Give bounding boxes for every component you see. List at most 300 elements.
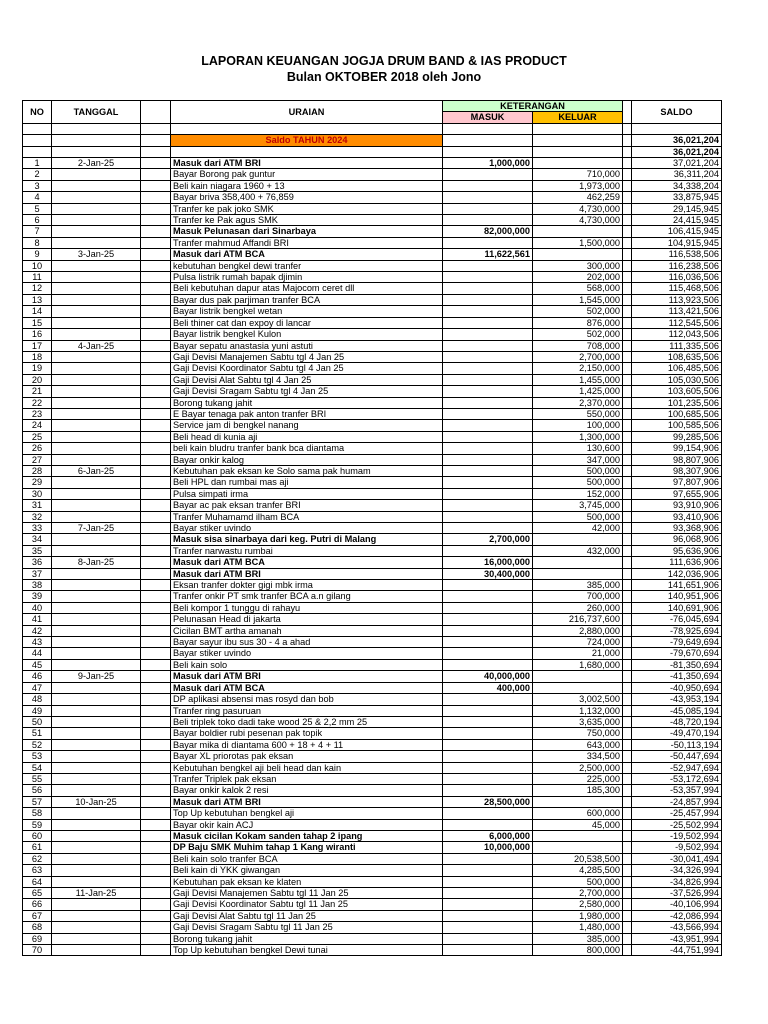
row-spacer2 — [623, 694, 632, 705]
row-date — [52, 545, 141, 556]
row-balance: 100,685,506 — [632, 408, 722, 419]
row-description: Masuk cicilan Kokam sanden tahap 2 ipang — [171, 830, 443, 841]
row-in — [443, 180, 533, 191]
row-spacer — [141, 306, 171, 317]
row-description: Bayar ac pak eksan tranfer BRI — [171, 500, 443, 511]
row-spacer2 — [623, 671, 632, 682]
row-description: Gaji Devisi Koordinator Sabtu tgl 11 Jan 25 — [171, 899, 443, 910]
row-spacer2 — [623, 237, 632, 248]
row-description: Bayar XL priorotas pak eksan — [171, 751, 443, 762]
row-in — [443, 272, 533, 283]
row-spacer — [141, 830, 171, 841]
table-row — [23, 808, 722, 819]
row-in — [443, 625, 533, 636]
row-description: Masuk dari ATM BRI — [171, 158, 443, 169]
table-row — [23, 785, 722, 796]
row-date — [52, 648, 141, 659]
table-row — [23, 500, 722, 511]
table-row — [23, 283, 722, 294]
row-out: 42,000 — [533, 523, 623, 534]
row-no: 25 — [23, 431, 52, 442]
row-no: 11 — [23, 272, 52, 283]
row-spacer — [141, 773, 171, 784]
table-row — [23, 431, 722, 442]
row-date — [52, 739, 141, 750]
row-no: 52 — [23, 739, 52, 750]
row-description: Tranfer ke pak joko SMK — [171, 203, 443, 214]
row-spacer2 — [623, 523, 632, 534]
row-spacer2 — [623, 169, 632, 180]
row-date — [52, 945, 141, 956]
row-out: 130,600 — [533, 443, 623, 454]
row-date — [52, 534, 141, 545]
row-balance: -48,720,194 — [632, 716, 722, 727]
row-in: 2,700,000 — [443, 534, 533, 545]
row-balance: 101,235,506 — [632, 397, 722, 408]
row-date — [52, 614, 141, 625]
row-spacer2 — [623, 945, 632, 956]
row-in: 16,000,000 — [443, 557, 533, 568]
row-balance: -9,502,994 — [632, 842, 722, 853]
col-header-notes: KETERANGAN — [443, 101, 623, 112]
row-no: 56 — [23, 785, 52, 796]
row-spacer — [141, 545, 171, 556]
row-date — [52, 374, 141, 385]
row-balance: -24,857,994 — [632, 796, 722, 807]
row-spacer — [141, 386, 171, 397]
row-spacer2 — [623, 591, 632, 602]
row-in — [443, 739, 533, 750]
row-out: 260,000 — [533, 602, 623, 613]
row-in — [443, 751, 533, 762]
row-balance: 108,635,506 — [632, 351, 722, 362]
row-no: 41 — [23, 614, 52, 625]
row-out: 1,973,000 — [533, 180, 623, 191]
row-spacer — [141, 169, 171, 180]
row-balance: 99,285,506 — [632, 431, 722, 442]
row-date — [52, 659, 141, 670]
row-balance: -25,502,994 — [632, 819, 722, 830]
row-in — [443, 705, 533, 716]
row-out: 1,455,000 — [533, 374, 623, 385]
row-date: 4-Jan-25 — [52, 340, 141, 351]
row-date — [52, 865, 141, 876]
row-in — [443, 933, 533, 944]
row-in — [443, 386, 533, 397]
row-description: beli kain bludru tranfer bank bca diantama — [171, 443, 443, 454]
row-in — [443, 728, 533, 739]
row-spacer2 — [623, 557, 632, 568]
row-balance: 106,485,506 — [632, 363, 722, 374]
row-no: 39 — [23, 591, 52, 602]
row-date — [52, 500, 141, 511]
row-spacer2 — [623, 249, 632, 260]
row-out: 502,000 — [533, 329, 623, 340]
row-no: 23 — [23, 408, 52, 419]
row-description: Kebutuhan pak eksan ke klaten — [171, 876, 443, 887]
row-out: 3,002,500 — [533, 694, 623, 705]
row-in: 28,500,000 — [443, 796, 533, 807]
row-no: 19 — [23, 363, 52, 374]
row-date — [52, 591, 141, 602]
table-row — [23, 945, 722, 956]
row-no: 38 — [23, 580, 52, 591]
row-spacer2 — [623, 465, 632, 476]
table-row — [23, 602, 722, 613]
table-row — [23, 637, 722, 648]
row-balance: 99,154,906 — [632, 443, 722, 454]
row-in — [443, 454, 533, 465]
row-no: 51 — [23, 728, 52, 739]
table-row — [23, 739, 722, 750]
row-balance: 24,415,945 — [632, 215, 722, 226]
table-row — [23, 363, 722, 374]
row-balance: -78,925,694 — [632, 625, 722, 636]
blank-row — [23, 123, 722, 134]
row-spacer — [141, 443, 171, 454]
row-balance: -34,326,994 — [632, 865, 722, 876]
row-description: Bayar sepatu anastasia yuni astuti — [171, 340, 443, 351]
table-row — [23, 888, 722, 899]
row-out: 1,980,000 — [533, 910, 623, 921]
row-no: 18 — [23, 351, 52, 362]
row-out: 4,730,000 — [533, 203, 623, 214]
row-description: Kebutuhan bengkel aji beli head dan kain — [171, 762, 443, 773]
row-out: 45,000 — [533, 819, 623, 830]
table-row — [23, 454, 722, 465]
row-spacer2 — [623, 306, 632, 317]
table-row — [23, 386, 722, 397]
row-date: 6-Jan-25 — [52, 465, 141, 476]
row-in — [443, 443, 533, 454]
row-balance: 111,335,506 — [632, 340, 722, 351]
row-balance: -19,502,994 — [632, 830, 722, 841]
row-spacer — [141, 158, 171, 169]
row-out: 2,150,000 — [533, 363, 623, 374]
row-spacer — [141, 329, 171, 340]
row-description: Tranfer narwastu rumbai — [171, 545, 443, 556]
row-spacer2 — [623, 922, 632, 933]
row-date — [52, 272, 141, 283]
row-spacer2 — [623, 762, 632, 773]
row-in — [443, 374, 533, 385]
row-spacer — [141, 796, 171, 807]
row-out — [533, 249, 623, 260]
row-out: 500,000 — [533, 511, 623, 522]
row-no: 65 — [23, 888, 52, 899]
row-date — [52, 294, 141, 305]
row-balance: 140,691,906 — [632, 602, 722, 613]
row-spacer — [141, 397, 171, 408]
row-description: Gaji Devisi Manajemen Sabtu tgl 4 Jan 25 — [171, 351, 443, 362]
row-description: Tranfer Muhamamd ilham BCA — [171, 511, 443, 522]
row-in — [443, 203, 533, 214]
row-date — [52, 785, 141, 796]
row-date — [52, 306, 141, 317]
row-balance: 111,636,906 — [632, 557, 722, 568]
row-spacer2 — [623, 614, 632, 625]
row-description: Borong tukang jahit — [171, 397, 443, 408]
table-row — [23, 180, 722, 191]
row-out: 708,000 — [533, 340, 623, 351]
row-no: 1 — [23, 158, 52, 169]
row-no: 61 — [23, 842, 52, 853]
row-spacer — [141, 408, 171, 419]
row-balance: -40,106,994 — [632, 899, 722, 910]
row-spacer2 — [623, 420, 632, 431]
row-balance: -40,950,694 — [632, 682, 722, 693]
row-date: 2-Jan-25 — [52, 158, 141, 169]
table-row — [23, 716, 722, 727]
row-spacer2 — [623, 648, 632, 659]
row-spacer — [141, 317, 171, 328]
row-out: 2,700,000 — [533, 888, 623, 899]
row-date — [52, 705, 141, 716]
row-spacer2 — [623, 260, 632, 271]
row-date — [52, 842, 141, 853]
row-date — [52, 488, 141, 499]
row-description: Top Up kebutuhan bengkel Dewi tunai — [171, 945, 443, 956]
table-row — [23, 705, 722, 716]
row-balance: -25,457,994 — [632, 808, 722, 819]
row-no: 4 — [23, 192, 52, 203]
row-out: 1,132,000 — [533, 705, 623, 716]
row-description: Gaji Devisi Sragam Sabtu tgl 4 Jan 25 — [171, 386, 443, 397]
row-spacer2 — [623, 899, 632, 910]
row-spacer2 — [623, 865, 632, 876]
row-out: 3,635,000 — [533, 716, 623, 727]
table-row — [23, 260, 722, 271]
table-row — [23, 545, 722, 556]
row-spacer2 — [623, 637, 632, 648]
row-in — [443, 602, 533, 613]
row-balance: 115,468,506 — [632, 283, 722, 294]
row-spacer — [141, 488, 171, 499]
row-in — [443, 294, 533, 305]
row-date — [52, 830, 141, 841]
row-out: 462,259 — [533, 192, 623, 203]
row-balance: 116,238,506 — [632, 260, 722, 271]
row-spacer2 — [623, 397, 632, 408]
row-date — [52, 568, 141, 579]
row-in — [443, 465, 533, 476]
table-row — [23, 408, 722, 419]
row-description: Masuk dari ATM BCA — [171, 682, 443, 693]
row-date — [52, 203, 141, 214]
row-balance: 105,030,506 — [632, 374, 722, 385]
row-spacer2 — [623, 853, 632, 864]
table-row — [23, 694, 722, 705]
row-no: 29 — [23, 477, 52, 488]
row-in: 6,000,000 — [443, 830, 533, 841]
row-no: 7 — [23, 226, 52, 237]
row-balance: -79,670,694 — [632, 648, 722, 659]
row-out: 1,680,000 — [533, 659, 623, 670]
row-spacer2 — [623, 294, 632, 305]
row-balance: 103,605,506 — [632, 386, 722, 397]
row-spacer — [141, 876, 171, 887]
row-spacer — [141, 340, 171, 351]
row-date — [52, 454, 141, 465]
row-out: 4,285,500 — [533, 865, 623, 876]
row-spacer — [141, 237, 171, 248]
table-row — [23, 534, 722, 545]
row-no: 15 — [23, 317, 52, 328]
row-spacer — [141, 671, 171, 682]
row-spacer — [141, 580, 171, 591]
row-description: Gaji Devisi Manajemen Sabtu tgl 11 Jan 25 — [171, 888, 443, 899]
row-balance: 112,545,506 — [632, 317, 722, 328]
row-in — [443, 899, 533, 910]
row-description: Bayar briva 358,400 + 76,859 — [171, 192, 443, 203]
row-spacer — [141, 637, 171, 648]
row-spacer — [141, 454, 171, 465]
row-no: 35 — [23, 545, 52, 556]
row-no: 34 — [23, 534, 52, 545]
row-spacer — [141, 477, 171, 488]
carry-balance-value: 36,021,204 — [632, 146, 722, 157]
row-out: 502,000 — [533, 306, 623, 317]
row-in — [443, 922, 533, 933]
row-out — [533, 226, 623, 237]
row-date — [52, 637, 141, 648]
row-description: Bayar Borong pak guntur — [171, 169, 443, 180]
row-spacer2 — [623, 283, 632, 294]
row-spacer — [141, 283, 171, 294]
row-in — [443, 659, 533, 670]
table-row — [23, 420, 722, 431]
row-no: 30 — [23, 488, 52, 499]
row-spacer — [141, 819, 171, 830]
row-out: 1,500,000 — [533, 237, 623, 248]
row-spacer2 — [623, 888, 632, 899]
row-out: 1,545,000 — [533, 294, 623, 305]
table-row — [23, 922, 722, 933]
row-description: Masuk dari ATM BRI — [171, 796, 443, 807]
row-description: Tranfer ring pasuruan — [171, 705, 443, 716]
row-no: 60 — [23, 830, 52, 841]
row-date: 10-Jan-25 — [52, 796, 141, 807]
row-in — [443, 329, 533, 340]
row-spacer2 — [623, 910, 632, 921]
row-in — [443, 431, 533, 442]
row-spacer — [141, 762, 171, 773]
col-header-balance: SALDO — [632, 101, 722, 124]
row-no: 31 — [23, 500, 52, 511]
row-balance: 116,036,506 — [632, 272, 722, 283]
table-row — [23, 557, 722, 568]
row-spacer — [141, 500, 171, 511]
row-in — [443, 237, 533, 248]
row-spacer — [141, 716, 171, 727]
row-description: DP Baju SMK Muhim tahap 1 Kang wiranti — [171, 842, 443, 853]
row-spacer — [141, 808, 171, 819]
row-no: 57 — [23, 796, 52, 807]
row-in: 1,000,000 — [443, 158, 533, 169]
row-balance: 113,421,506 — [632, 306, 722, 317]
row-in — [443, 306, 533, 317]
row-description: Masuk sisa sinarbaya dari keg. Putri di Malang — [171, 534, 443, 545]
row-no: 66 — [23, 899, 52, 910]
row-description: Bayar mika di diantama 600 + 18 + 4 + 11 — [171, 739, 443, 750]
table-row — [23, 226, 722, 237]
opening-balance-label: Saldo TAHUN 2024 — [171, 135, 443, 146]
col-header-description: URAIAN — [171, 101, 443, 124]
row-spacer — [141, 465, 171, 476]
row-spacer2 — [623, 226, 632, 237]
row-balance: 36,311,204 — [632, 169, 722, 180]
row-date — [52, 716, 141, 727]
row-balance: -81,350,694 — [632, 659, 722, 670]
row-balance: 96,068,906 — [632, 534, 722, 545]
table-row — [23, 192, 722, 203]
row-in — [443, 648, 533, 659]
table-row — [23, 215, 722, 226]
row-out: 500,000 — [533, 876, 623, 887]
opening-balance-value: 36,021,204 — [632, 135, 722, 146]
row-description: Gaji Devisi Sragam Sabtu tgl 11 Jan 25 — [171, 922, 443, 933]
row-no: 26 — [23, 443, 52, 454]
row-no: 58 — [23, 808, 52, 819]
row-spacer — [141, 899, 171, 910]
row-date — [52, 329, 141, 340]
table-row — [23, 830, 722, 841]
row-spacer2 — [623, 340, 632, 351]
row-date — [52, 237, 141, 248]
row-no: 21 — [23, 386, 52, 397]
row-spacer — [141, 933, 171, 944]
row-out: 500,000 — [533, 477, 623, 488]
row-spacer — [141, 557, 171, 568]
row-in — [443, 283, 533, 294]
row-no: 24 — [23, 420, 52, 431]
row-in — [443, 785, 533, 796]
row-spacer2 — [623, 830, 632, 841]
row-date: 9-Jan-25 — [52, 671, 141, 682]
row-no: 45 — [23, 659, 52, 670]
row-out — [533, 557, 623, 568]
table-row — [23, 374, 722, 385]
row-description: Gaji Devisi Alat Sabtu tgl 4 Jan 25 — [171, 374, 443, 385]
row-description: DP aplikasi absensi mas rosyd dan bob — [171, 694, 443, 705]
table-row — [23, 591, 722, 602]
row-no: 20 — [23, 374, 52, 385]
row-spacer2 — [623, 431, 632, 442]
row-in — [443, 215, 533, 226]
row-no: 50 — [23, 716, 52, 727]
row-spacer2 — [623, 374, 632, 385]
row-no: 14 — [23, 306, 52, 317]
row-balance: 112,043,506 — [632, 329, 722, 340]
row-no: 5 — [23, 203, 52, 214]
row-spacer — [141, 294, 171, 305]
row-out: 550,000 — [533, 408, 623, 419]
row-description: Cicilan BMT artha amanah — [171, 625, 443, 636]
row-date — [52, 694, 141, 705]
row-balance: -52,947,694 — [632, 762, 722, 773]
table-row — [23, 169, 722, 180]
row-out: 876,000 — [533, 317, 623, 328]
row-in — [443, 340, 533, 351]
row-spacer2 — [623, 796, 632, 807]
col-header-date: TANGGAL — [52, 101, 141, 124]
row-no: 16 — [23, 329, 52, 340]
opening-balance-row — [23, 135, 722, 146]
row-no: 68 — [23, 922, 52, 933]
row-date — [52, 408, 141, 419]
row-out: 347,000 — [533, 454, 623, 465]
report-subtitle: Bulan OKTOBER 2018 oleh Jono — [286, 70, 482, 84]
